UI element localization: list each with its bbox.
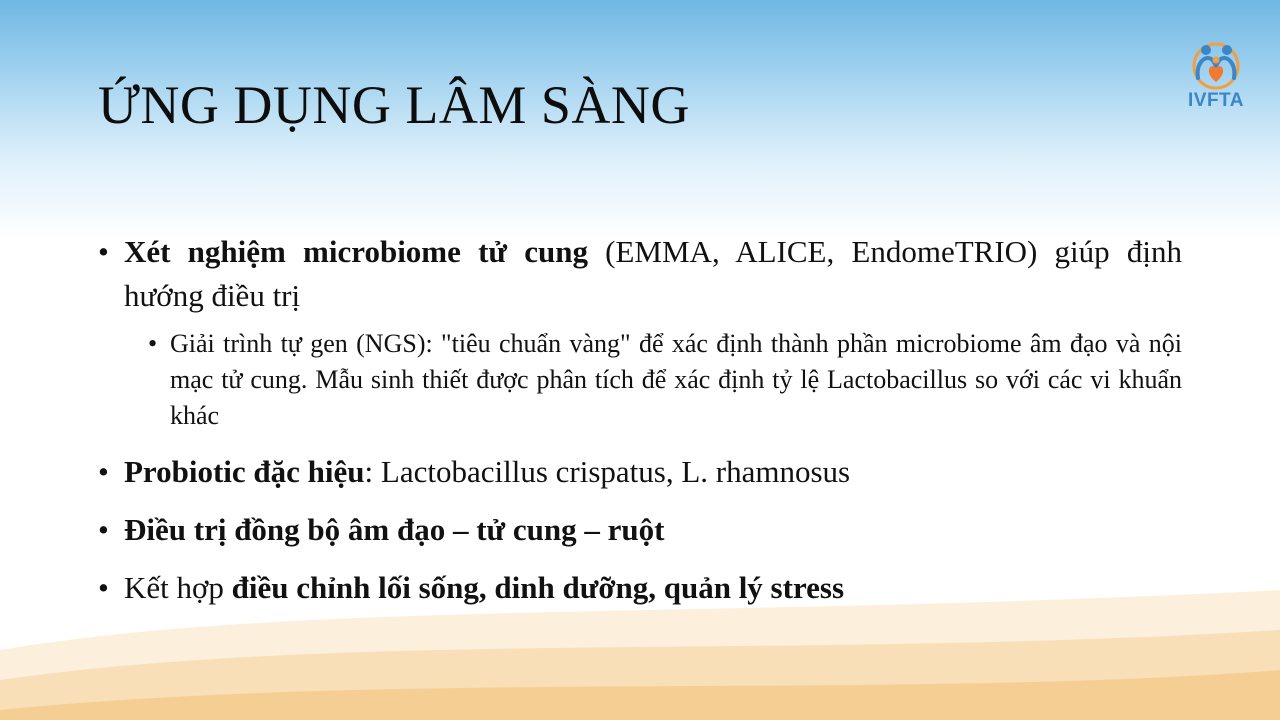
slide-title: ỨNG DỤNG LÂM SÀNG [98,75,690,135]
logo-text: IVFTA [1188,90,1244,111]
bullet-item-probiotic [98,450,1182,494]
ivfta-logo [1176,38,1256,120]
bullet-text: Kết hợp [124,570,232,605]
sub-bullet-icon: • [148,329,158,358]
bullet-item-sync-treatment [98,508,1182,552]
bullet-item-lifestyle [98,566,1182,610]
bullet-bold-text: Xét nghiệm microbiome tử cung [124,234,588,269]
bullet-bold-text: điều chỉnh lối sống, dinh dưỡng, quản lý stress [231,570,845,605]
bullet-text: : Lactobacillus crispatus, L. rhamnosus [364,454,851,489]
bullet-icon: • [98,454,109,489]
bullet-list [98,230,1182,624]
bullet-bold-text: Điều trị đồng bộ âm đạo – tử cung – ruột [124,512,665,547]
bullet-bold-text: Probiotic đặc hiệu [124,454,365,489]
bullet-icon: • [98,570,109,605]
family-heart-icon [1176,38,1256,90]
sub-bullet-ngs [148,326,1182,434]
bullet-icon: • [98,234,109,269]
sub-bullet-text: Giải trình tự gen (NGS): "tiêu chuẩn vàng" để xác định thành phần microbiome âm đạo và nội mạc tử cung. Mẫu sinh thiết được phân tích để xác định tỷ lệ Lactobacillus so với các vi khuẩn khác [170,329,1182,430]
bullet-text: (EMMA, ALICE, EndomeTRIO) giúp định hướng điều trị [124,234,1182,313]
bullet-icon: • [98,512,109,547]
bullet-item-microbiome-test [98,230,1182,318]
